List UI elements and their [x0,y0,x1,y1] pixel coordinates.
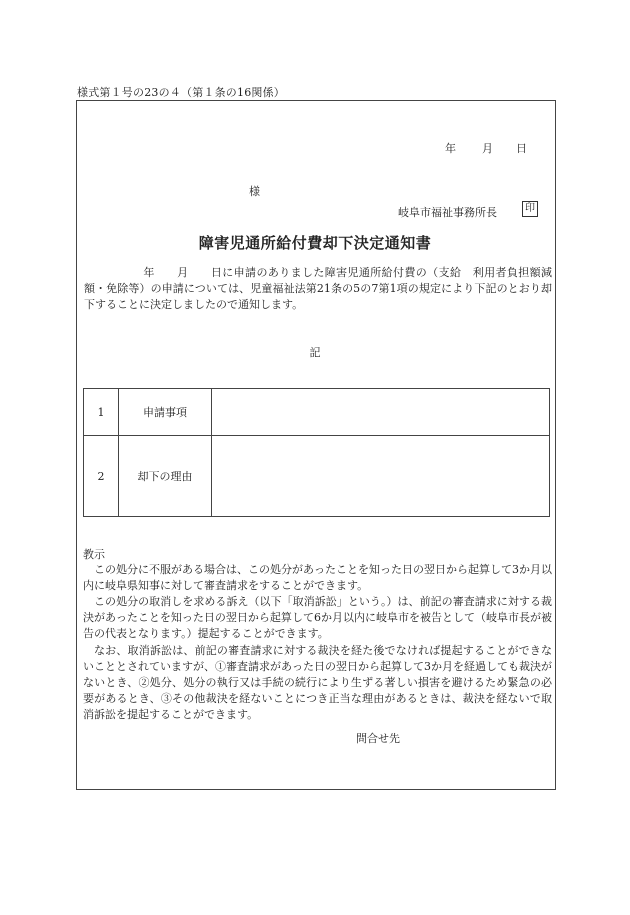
item-value [212,436,550,517]
intro-year-label: 年 [143,266,155,279]
contact-label: 問合せ先 [356,732,400,745]
intro-body: 日に申請のありました障害児通所給付費の（支給 利用者負担額減額・免除等）の申請については、児童福祉法第21条の5の7第1項の規定により下記のとおり却下することに決定しましたので通知します。 [84,266,552,311]
item-label: 申請事項 [119,389,212,436]
date-day-label: 日 [516,142,527,155]
table-row [84,389,550,436]
intro-paragraph [84,265,552,313]
form-number: 様式第１号の23の４（第１条の16関係） [77,86,285,99]
document-title: 障害児通所給付費却下決定通知書 [198,234,432,252]
date-line [445,140,527,156]
seal-mark: 印 [522,201,538,217]
item-value [212,389,550,436]
intro-month-label: 月 [176,266,189,279]
instruction-paragraph: なお、取消訴訟は、前記の審査請求に対する裁決を経た後でなければ提起することができないこととされていますが、①審査請求があった日の翌日から起算して3か月を経過しても裁決がないとき、②処分、処分の執行又は手続の続行により生ずる著しい損害を避けるため緊急の必要があるとき、③その他裁決を経ないことにつき正当な理由があるときは、裁決を経ないで取消訴訟を提起することができます。 [83,644,552,721]
item-number: 2 [84,436,119,517]
sender-name: 岐阜市福祉事務所長 [398,206,497,219]
item-label: 却下の理由 [119,436,212,517]
ki-heading: 記 [309,346,321,359]
date-month-label: 月 [482,142,493,155]
instruction-paragraph: この処分に不服がある場合は、この処分があったことを知った日の翌日から起算して3か月以内に岐阜県知事に対して審査請求をすることができます。 [83,563,552,592]
instruction-paragraph: この処分の取消しを求める訴え（以下「取消訴訟」という。）は、前記の審査請求に対する裁決があったことを知った日の翌日から起算して6か月以内に岐阜市を被告として（岐阜市長が被告の代表となります。）提起することができます。 [83,595,552,640]
instruction-heading: 教示 [83,548,105,561]
items-table [83,388,550,517]
item-number: 1 [84,389,119,436]
date-year-label: 年 [445,142,456,155]
table-row [84,436,550,517]
recipient-suffix: 様 [249,185,260,198]
